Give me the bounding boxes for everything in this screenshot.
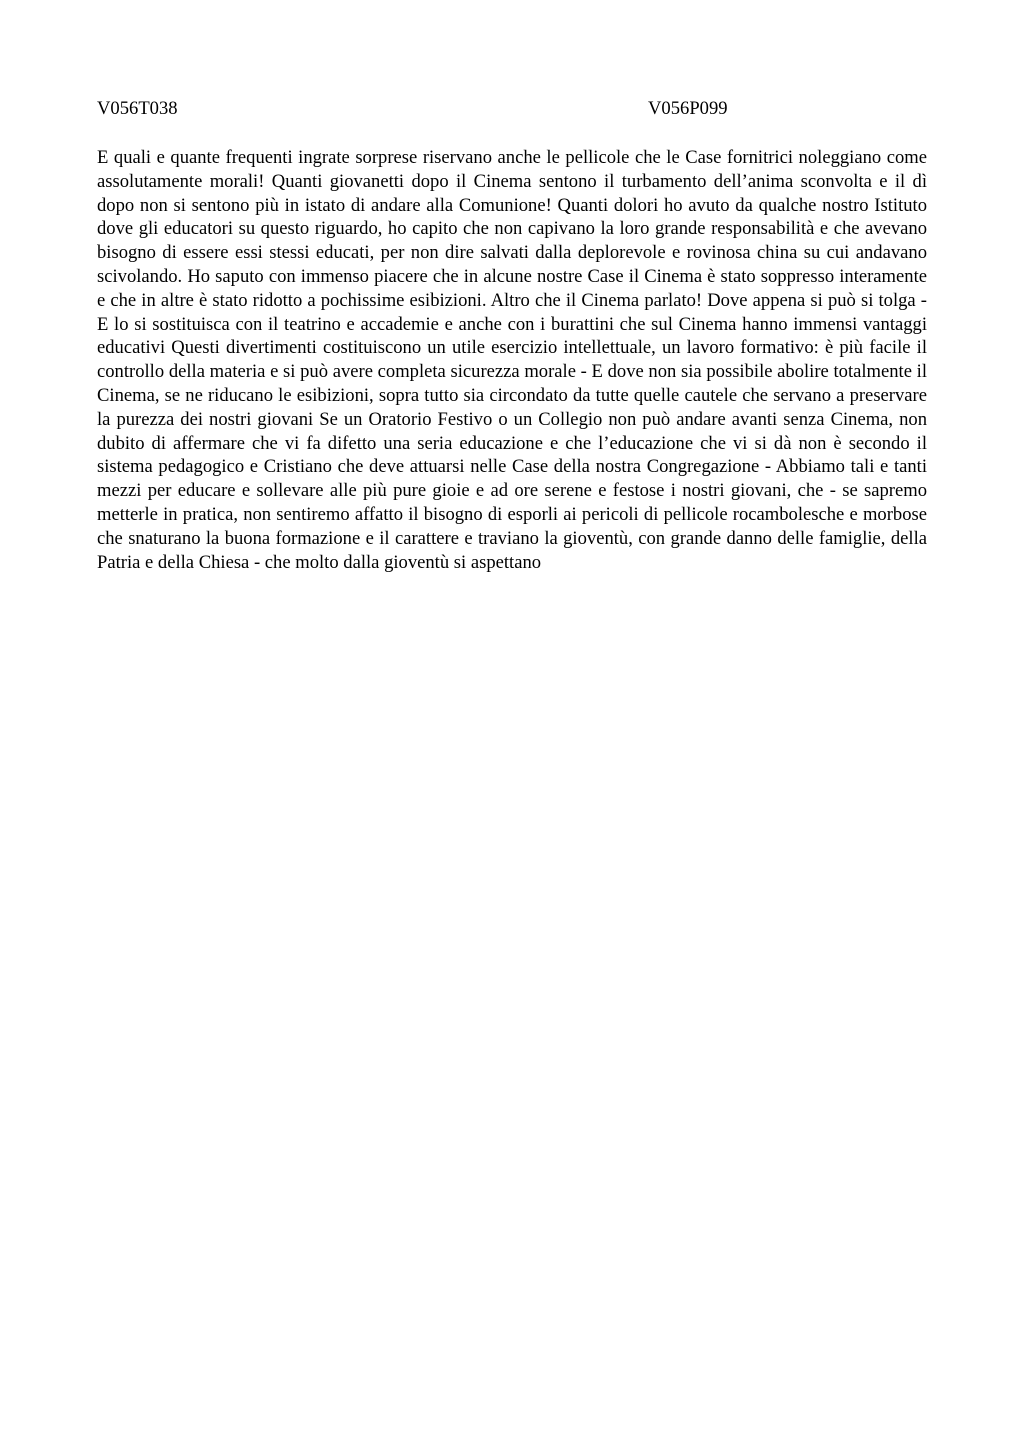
body-paragraph: E quali e quante frequenti ingrate sorprese riservano anche le pellicole che le Case fornitrici noleggiano come assolutamente morali! Quanti giovanetti dopo il Cinema sentono il turbamento dell’anima sconvolta e il dì dopo non si sentono più in istato di andare alla Comunione! Quanti dolori ho avuto da qualche nostro Istituto dove gli educatori su questo riguardo, ho capito che non capivano la loro grande responsabilità e che avevano bisogno di essere essi stessi educati, per non dire salvati dalla deplorevole e rovinosa china su cui andavano scivolando. Ho saputo con immenso piacere che in alcune nostre Case il Cinema è stato soppresso interamente e che in altre è stato ridotto a pochissime esibizioni. Altro che il Cinema parlato! Dove appena si può si tolga - E lo si sostituisca con il teatrino e accademie e anche con i burattini che sul Cinema hanno immensi vantaggi educativi Questi divertimenti costituiscono un utile esercizio intellettuale, un lavoro formativo: è più facile il controllo della materia e si può avere completa sicurezza morale - E dove non sia possibile abolire totalmente il Cinema, se ne riducano le esibizioni, sopra tutto sia circondato da tutte quelle cautele che servano a preservare la purezza dei nostri giovani Se un Oratorio Festivo o un Collegio non può andare avanti senza Cinema, non dubito di affermare che vi fa difetto una seria educazione e che l’educazione che vi si dà non è secondo il sistema pedagogico e Cristiano che deve attuarsi nelle Case della nostra Congregazione - Abbiamo tali e tanti mezzi per educare e sollevare alle più pure gioie e ad ore serene e festose i nostri giovani, che - se sapremo metterle in pratica, non sentiremo affatto il bisogno di esporli ai pericoli di pellicole rocambolesche e morbose che snaturano la buona formazione e il carattere e traviano la gioventù, con grande danno delle famiglie, della Patria e della Chiesa - che molto dalla gioventù si aspettano xyxy=(97,147,927,573)
page-code-right: V056P099 xyxy=(648,98,728,119)
document-code-left: V056T038 xyxy=(97,98,178,119)
